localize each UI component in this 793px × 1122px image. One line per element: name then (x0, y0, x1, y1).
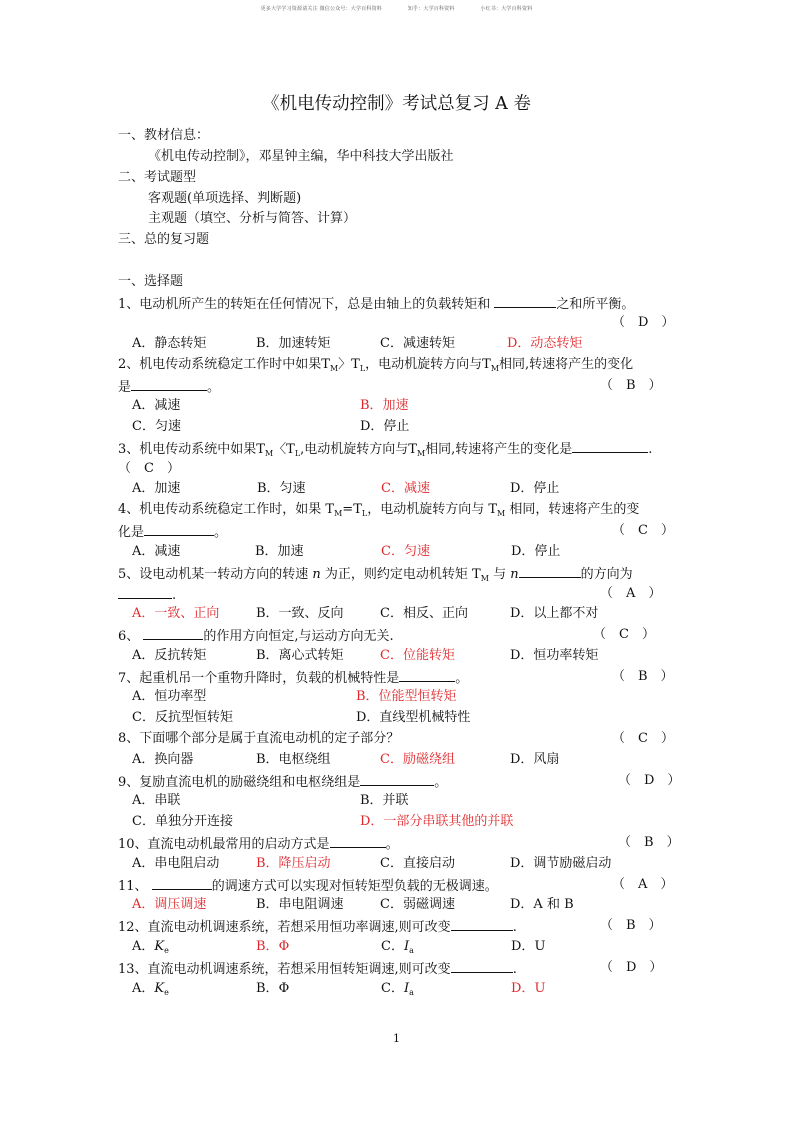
question-5-answer: （ A ） (600, 586, 662, 601)
option-b: B．离心式转矩 (256, 648, 344, 663)
option-a: A．静态转矩 (132, 336, 207, 351)
option-c-correct: C．匀速 (381, 544, 430, 559)
question-8-options (132, 752, 692, 768)
question-1: 1、电动机所产生的转矩在任何情况下，总是由轴上的负载转矩和 之和所平衡。 (118, 297, 635, 312)
option-c: C．匀速 (132, 419, 181, 434)
option-d: D．U (511, 939, 546, 954)
question-13-answer: （ D ） (600, 960, 663, 975)
option-b-correct: B．降压启动 (256, 856, 331, 871)
question-4-line2: 化是 。 (118, 525, 228, 540)
option-a: A．$K_e$ (132, 939, 169, 955)
option-c: C．减速转矩 (380, 336, 455, 351)
question-6-options (132, 648, 692, 664)
option-b: B．串电阻调速 (256, 897, 344, 912)
option-d: D．直线型机械特性 (356, 710, 471, 725)
option-a-correct: A．调压调速 (132, 897, 207, 912)
option-a-correct: A．一致、正向 (132, 606, 220, 621)
question-4-answer: （ C ） (612, 523, 674, 538)
question-7-options-row1 (132, 689, 692, 705)
option-a: A．反抗转矩 (132, 648, 207, 663)
question-7-answer: （ B ） (612, 669, 674, 684)
option-b-correct: B．Φ (256, 939, 290, 954)
question-3-options (132, 481, 692, 497)
question-13: 13、直流电动机调速系统，若想采用恒转矩调速,则可改变 . (118, 962, 517, 977)
textbook-info: 《机电传动控制》，邓星钟主编，华中科技大学出版社 (148, 149, 454, 164)
option-b-correct: B．加速 (360, 398, 409, 413)
question-2-line2: 是 。 (118, 380, 221, 395)
option-c: C．弱磁调速 (380, 897, 455, 912)
answer-blank (519, 565, 581, 578)
section-exam-types-heading: 二、考试题型 (118, 170, 197, 185)
option-d: D．停止 (511, 544, 561, 559)
answer-blank (494, 295, 556, 308)
option-a: A．$K_e$ (132, 981, 169, 997)
option-c: C．相反、正向 (380, 606, 468, 621)
option-c: C．单独分开连接 (132, 814, 233, 829)
option-d: D．以上都不对 (510, 606, 599, 621)
question-2-options-row2 (132, 419, 692, 435)
question-10-options (132, 856, 692, 872)
answer-blank (451, 960, 513, 973)
option-d: D．恒功率转矩 (510, 648, 599, 663)
option-c-correct: C．励磁绕组 (380, 752, 455, 767)
option-c-correct: C．位能转矩 (380, 648, 455, 663)
option-d: D．A 和 B (510, 897, 574, 912)
question-4-options (132, 544, 692, 560)
question-3: 3、机电传动系统中如果$T_M$〈$T_L$,电动机旋转方向与$T_M$相同,转速将产生的变化是 . (118, 442, 653, 458)
question-5-line2: . (118, 586, 176, 604)
question-9-options-row2 (132, 814, 692, 830)
answer-blank (330, 835, 386, 848)
option-a: A．减速 (132, 544, 181, 559)
option-b: B．加速转矩 (256, 336, 331, 351)
page-number: 1 (393, 1032, 400, 1045)
question-13-options (132, 981, 692, 997)
option-b-correct: B．位能型恒转矩 (356, 689, 457, 704)
question-11-options (132, 897, 692, 913)
option-b: B．电枢绕组 (256, 752, 331, 767)
option-a: A．减速 (132, 398, 181, 413)
option-d: D．风扇 (510, 752, 560, 767)
option-d-correct: D．一部分串联其他的并联 (360, 814, 514, 829)
question-1-options (132, 336, 692, 352)
option-a: A．串联 (132, 793, 181, 808)
section-review-heading: 三、总的复习题 (118, 232, 210, 247)
question-1-answer: （ D ） (612, 315, 675, 330)
answer-blank (152, 877, 212, 890)
answer-blank (572, 440, 648, 453)
answer-blank (143, 627, 203, 640)
option-c: C．直接启动 (380, 856, 455, 871)
question-9-answer: （ D ） (618, 773, 681, 788)
question-3-answer: （ C ） (118, 461, 180, 476)
question-12-answer: （ B ） (600, 918, 662, 933)
question-2-answer: （ B ） (600, 378, 662, 393)
option-b: B．并联 (360, 793, 409, 808)
option-b: B．一致、反向 (256, 606, 344, 621)
question-10-answer: （ B ） (618, 835, 680, 850)
option-c: C．$I_a$ (381, 939, 414, 955)
question-10: 10、直流电动机最常用的启动方式是 。 (118, 837, 399, 852)
question-9: 9、复励直流电机的励磁绕组和电枢绕组是 。 (118, 775, 448, 790)
header-note-zhihu: 知乎：大学百科资料 (407, 6, 455, 12)
question-12: 12、直流电动机调速系统，若想采用恒功率调速,则可改变 . (118, 920, 517, 935)
option-a: A．恒功率型 (132, 689, 207, 704)
page-title: 《机电传动控制》考试总复习 A 卷 (262, 94, 531, 114)
answer-blank (131, 378, 207, 391)
section-textbook-heading: 一、教材信息： (118, 128, 210, 143)
option-a: A．加速 (132, 481, 181, 496)
header-note-xiaohongshu: 小红书：大学百科资料 (480, 6, 533, 12)
question-7: 7、起重机吊一个重物升降时，负载的机械特性是 。 (118, 671, 469, 686)
answer-blank (118, 586, 172, 599)
question-2: 2、机电传动系统稳定工作时中如果$T_M$〉$T_L$，电动机旋转方向与$T_M$相同,转速将产生的变化 (118, 357, 634, 373)
option-b: B．匀速 (257, 481, 306, 496)
question-12-options (132, 939, 692, 955)
question-9-options-row1 (132, 793, 692, 809)
option-b: B．Φ (256, 981, 290, 996)
option-d: D．停止 (510, 481, 560, 496)
option-c-correct: C．减速 (381, 481, 430, 496)
answer-blank (360, 773, 434, 786)
option-c: C．$I_a$ (381, 981, 414, 997)
header-note (0, 5, 793, 12)
question-4: 4、机电传动系统稳定工作时，如果 $T_M=T_L$，电动机旋转方向与 $T_M$ 相同，转速将产生的变 (118, 502, 640, 518)
question-8: 8、下面哪个部分是属于直流电动机的定子部分？ (118, 731, 400, 746)
option-d-correct: D．U (511, 981, 546, 996)
answer-blank (451, 918, 513, 931)
option-b: B．加速 (255, 544, 304, 559)
subjective-types: 主观题（填空、分析与简答、计算） (148, 211, 357, 226)
header-note-wechat: 更多大学学习资源请关注 微信公众号：大学百科资料 (260, 6, 382, 12)
question-11-answer: （ A ） (612, 877, 674, 892)
option-d: D．停止 (360, 419, 410, 434)
question-8-answer: （ C ） (612, 731, 674, 746)
answer-blank (144, 523, 214, 536)
question-6: 6、 的作用方向恒定,与运动方向无关. (118, 629, 394, 644)
answer-blank (399, 669, 455, 682)
question-2-options-row1 (132, 398, 692, 414)
option-d: D．调节励磁启动 (510, 856, 612, 871)
question-5: 5、设电动机某一转动方向的转速 n 为正，则约定电动机转矩 $T_M$ 与 n 的方向为 (118, 567, 633, 583)
option-a: A．换向器 (132, 752, 194, 767)
option-d-correct: D．动态转矩 (507, 336, 583, 351)
option-a: A．串电阻启动 (132, 856, 220, 871)
question-5-options (132, 606, 692, 622)
question-11: 11、 的调速方式可以实现对恒转矩型负载的无极调速。 (118, 879, 498, 894)
choice-section-heading: 一、选择题 (118, 274, 184, 289)
question-6-answer: （ C ） (593, 627, 655, 642)
option-c: C．反抗型恒转矩 (132, 710, 233, 725)
objective-types: 客观题(单项选择、判断题) (148, 191, 302, 206)
question-7-options-row2 (132, 710, 692, 726)
